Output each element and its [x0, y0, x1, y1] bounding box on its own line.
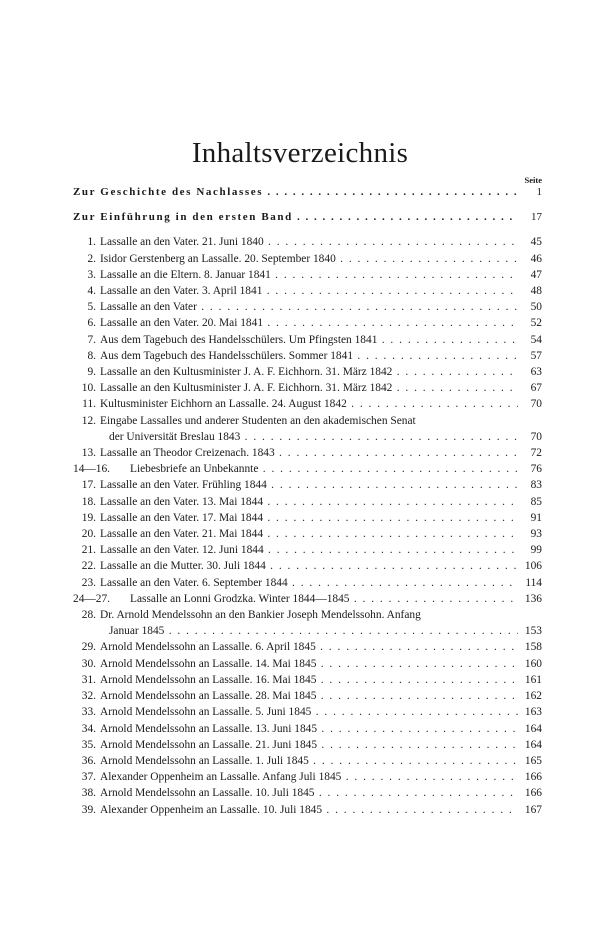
toc-page-number: 17 [531, 211, 542, 224]
toc-entry-label: Dr. Arnold Mendelssohn an den Bankier Joseph Mendelssohn. Anfang [100, 609, 421, 622]
toc-entry-label: Arnold Mendelssohn an Lassalle. 28. Mai 1845 . . . [100, 688, 518, 704]
toc-entry[interactable] [73, 802, 542, 818]
toc-entry-number: 14—16. [73, 463, 111, 476]
toc-page-number: 76 [530, 463, 542, 476]
toc-entry[interactable] [73, 267, 542, 283]
toc-entry-list [73, 639, 542, 817]
toc-entry-number: 23. [81, 576, 96, 589]
toc-entry-number: 6. [87, 317, 96, 330]
toc-page-number: 83 [530, 479, 542, 492]
toc-page-number: 70 [530, 398, 542, 411]
toc-entry-number: 13. [81, 447, 96, 460]
toc-page-number: 57 [530, 349, 542, 362]
toc-page-number: 164 [524, 722, 542, 735]
toc-entry[interactable] [73, 380, 542, 396]
toc-entry-label: Lassalle an die Eltern. 8. Januar 1841 . . . [100, 267, 518, 283]
toc-entry-label: Arnold Mendelssohn an Lassalle. 10. Juli 1845 . . . [100, 785, 518, 801]
toc-page-number: 106 [524, 560, 542, 573]
toc-page-number: 136 [524, 592, 542, 605]
toc-entry[interactable] [73, 332, 542, 348]
toc-entry-label-continued: der Universität Breslau 1843 . . . [109, 429, 518, 445]
toc-page-number: 1 [536, 186, 542, 198]
toc-entry-label: Arnold Mendelssohn an Lassalle. 5. Juni 1845 . . . [100, 704, 518, 720]
toc-page-number: 166 [524, 771, 542, 784]
toc-entry-label: Aus dem Tagebuch des Handelsschülers. Sommer 1841 . . . [100, 348, 518, 364]
toc-entry[interactable] [73, 704, 542, 720]
toc-entry-number: 37. [81, 771, 96, 784]
toc-entry-label: Arnold Mendelssohn an Lassalle. 6. April 1845 . . . [100, 639, 518, 655]
toc-entry-label: Lassalle an den Vater. 3. April 1841 . . . [100, 283, 518, 299]
toc-entry-number: 33. [81, 706, 96, 719]
toc-page-number: 161 [524, 673, 542, 686]
toc-entry-number: 9. [87, 366, 96, 379]
toc-page-number: 91 [530, 511, 542, 524]
toc-entry-label: Arnold Mendelssohn an Lassalle. 21. Juni 1845 . . . [100, 737, 518, 753]
toc-entry-label: Lassalle an den Vater. 6. September 1844 . . . [100, 575, 518, 591]
toc-entry-number: 30. [81, 657, 96, 670]
toc-entry-number: 22. [81, 560, 96, 573]
toc-entry[interactable] [73, 542, 542, 558]
toc-entry[interactable] [73, 639, 542, 655]
page-title: Inhaltsverzeichnis [191, 137, 409, 169]
toc-entry-number: 36. [81, 754, 96, 767]
toc-entry-number: 10. [81, 382, 96, 395]
toc-entry-label: Arnold Mendelssohn an Lassalle. 1. Juli 1845 . . . [100, 753, 518, 769]
toc-page-number: 166 [524, 787, 542, 800]
toc-entry-number: 17. [81, 479, 96, 492]
toc-entry[interactable] [73, 575, 542, 591]
toc-page-number: 158 [524, 641, 542, 654]
toc-page-number: 164 [524, 738, 542, 751]
toc-page-number: 114 [525, 576, 542, 589]
toc-page-number: 165 [524, 754, 542, 767]
toc-entry-label: Arnold Mendelssohn an Lassalle. 16. Mai 1845 . . . [100, 672, 518, 688]
toc-entry-label: Lassalle an die Mutter. 30. Juli 1844 . . . [100, 558, 518, 574]
toc-entry-label: Liebesbriefe an Unbekannte . . . [130, 461, 518, 477]
toc-section-history[interactable] [73, 184, 542, 200]
toc-entry[interactable] [73, 591, 542, 607]
toc-entry[interactable] [73, 348, 542, 364]
toc-entry-number: 3. [87, 268, 96, 281]
toc-page-number: 50 [530, 301, 542, 314]
toc-entry-label: Lassalle an den Vater. 13. Mai 1844 . . . [100, 494, 518, 510]
toc-entry-label: Lassalle an den Vater. 17. Mai 1844 . . . [100, 510, 518, 526]
toc-entry-number: 38. [81, 787, 96, 800]
toc-entry-label: Lassalle an den Vater. Frühling 1844 . . . [100, 477, 518, 493]
table-of-contents [73, 184, 542, 818]
toc-entry-28[interactable] [73, 607, 542, 639]
toc-entry-label: Lassalle an den Vater. 20. Mai 1841 . . . [100, 315, 518, 331]
toc-entry[interactable] [73, 461, 542, 477]
toc-page-number: 52 [530, 317, 542, 330]
toc-entry[interactable] [73, 477, 542, 493]
toc-entry-number: 4. [87, 285, 96, 298]
toc-entry-number: 7. [87, 333, 96, 346]
toc-page-number: 99 [530, 544, 542, 557]
toc-entry[interactable] [73, 494, 542, 510]
toc-section-label: Zur Einführung in den ersten Band . . . [73, 209, 518, 225]
toc-entry[interactable] [73, 510, 542, 526]
toc-section-label: Zur Geschichte des Nachlasses . . . [73, 184, 518, 200]
toc-page-number: 54 [530, 333, 542, 346]
toc-entry[interactable] [73, 445, 542, 461]
toc-page-number: 45 [530, 236, 542, 249]
toc-entry-list [73, 234, 542, 412]
toc-entry-label: Arnold Mendelssohn an Lassalle. 14. Mai 1845 . . . [100, 656, 518, 672]
toc-entry[interactable] [73, 753, 542, 769]
toc-entry-label: Lassalle an den Vater . . . [100, 299, 518, 315]
toc-page-number: 85 [530, 495, 542, 508]
toc-entry-label-continued: Januar 1845 . . . [109, 623, 518, 639]
toc-entry-label: Lassalle an Lonni Grodzka. Winter 1844—1845 . . . [130, 591, 518, 607]
toc-entry-label: Kultusminister Eichhorn an Lassalle. 24. August 1842 . . . [100, 396, 518, 412]
toc-page-number: 70 [530, 430, 542, 443]
toc-entry[interactable] [73, 656, 542, 672]
toc-entry-label: Alexander Oppenheim an Lassalle. Anfang Juli 1845 . . . [100, 769, 518, 785]
toc-entry[interactable] [73, 558, 542, 574]
toc-entry[interactable] [73, 688, 542, 704]
toc-entry[interactable] [73, 737, 542, 753]
toc-entry-number: 32. [81, 690, 96, 703]
toc-page-number: 46 [530, 252, 542, 265]
toc-entry-number: 20. [81, 528, 96, 541]
toc-entry-label: Isidor Gerstenberg an Lassalle. 20. September 1840 . . . [100, 251, 518, 267]
toc-entry-label: Lassalle an den Kultusminister J. A. F. Eichhorn. 31. März 1842 . . . [100, 364, 518, 380]
toc-entry-number: 34. [81, 722, 96, 735]
toc-entry-12[interactable] [73, 413, 542, 445]
toc-entry-label: Arnold Mendelssohn an Lassalle. 13. Juni 1845 . . . [100, 721, 518, 737]
toc-entry-label: Aus dem Tagebuch des Handelsschülers. Um Pfingsten 1841 . . . [100, 332, 518, 348]
toc-entry[interactable] [73, 526, 542, 542]
toc-entry-label: Eingabe Lassalles und anderer Studenten an den akademischen Senat [100, 414, 416, 427]
toc-entry-number: 24—27. [73, 592, 111, 605]
toc-entry-number: 2. [87, 252, 96, 265]
page-column-header: Seite [524, 175, 542, 185]
toc-entry-label: Lassalle an Theodor Creizenach. 1843 . . . [100, 445, 518, 461]
toc-entry-label: Lassalle an den Vater. 21. Mai 1844 . . . [100, 526, 518, 542]
toc-entry-number: 31. [81, 673, 96, 686]
toc-entry-number: 29. [81, 641, 96, 654]
toc-entry-number: 19. [81, 511, 96, 524]
toc-entry[interactable] [73, 769, 542, 785]
toc-entry-number: 18. [81, 495, 96, 508]
toc-page-number: 93 [530, 528, 542, 541]
toc-entry-number: 28. [81, 609, 96, 622]
toc-entry-number: 12. [81, 414, 96, 427]
toc-entry[interactable] [73, 251, 542, 267]
toc-page-number: 163 [524, 706, 542, 719]
toc-entry[interactable] [73, 672, 542, 688]
toc-page-number: 67 [530, 382, 542, 395]
toc-entry-label: Alexander Oppenheim an Lassalle. 10. Juli 1845 . . . [100, 802, 518, 818]
toc-entry-list [73, 445, 542, 607]
toc-entry[interactable] [73, 234, 542, 250]
toc-page-number: 160 [524, 657, 542, 670]
toc-entry-label: Lassalle an den Kultusminister J. A. F. Eichhorn. 31. März 1842 . . . [100, 380, 518, 396]
toc-page-number: 72 [530, 447, 542, 460]
toc-entry[interactable] [73, 396, 542, 412]
toc-entry[interactable] [73, 364, 542, 380]
toc-entry-number: 8. [87, 349, 96, 362]
toc-entry-number: 5. [87, 301, 96, 314]
toc-entry-number: 39. [81, 803, 96, 816]
toc-page-number: 47 [530, 268, 542, 281]
toc-page-number: 48 [530, 285, 542, 298]
toc-entry-number: 11. [82, 398, 96, 411]
toc-entry[interactable] [73, 721, 542, 737]
toc-page-number: 167 [524, 803, 542, 816]
toc-entry[interactable] [73, 315, 542, 331]
toc-entry[interactable] [73, 785, 542, 801]
toc-entry[interactable] [73, 299, 542, 315]
toc-entry-label: Lassalle an den Vater. 21. Juni 1840 . . . [100, 234, 518, 250]
toc-page-number: 63 [530, 366, 542, 379]
toc-entry[interactable] [73, 283, 542, 299]
toc-section-introduction[interactable] [73, 209, 542, 225]
toc-entry-number: 35. [81, 738, 96, 751]
toc-page-number: 162 [524, 690, 542, 703]
toc-entry-label: Lassalle an den Vater. 12. Juni 1844 . . . [100, 542, 518, 558]
toc-entry-number: 1. [87, 236, 96, 249]
toc-page-number: 153 [524, 625, 542, 638]
toc-entry-number: 21. [81, 544, 96, 557]
